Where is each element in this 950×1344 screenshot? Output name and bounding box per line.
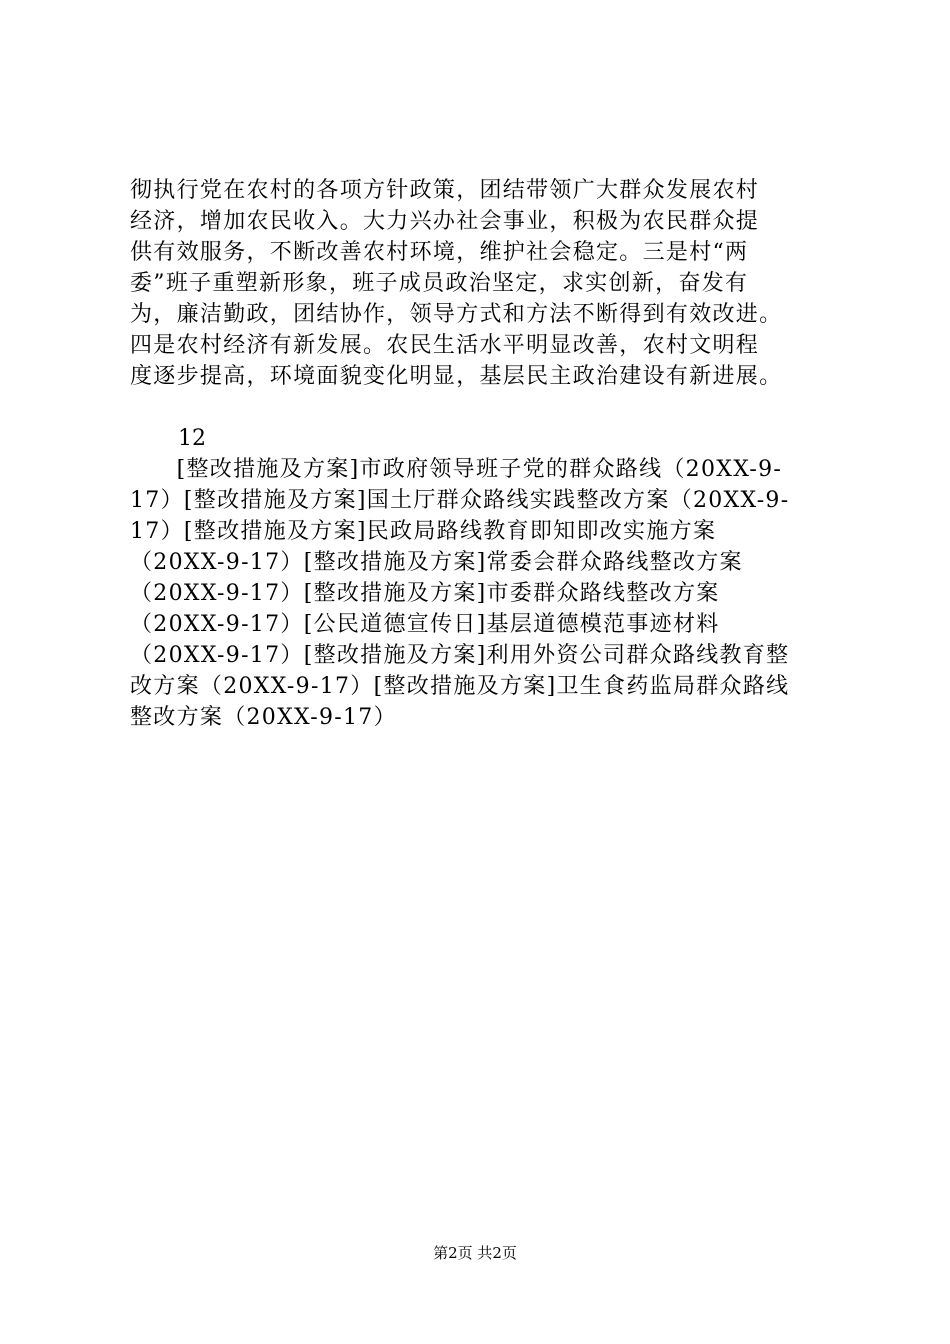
text-line: 17）[整改措施及方案]国土厅群众路线实践整改方案（20XX-9-	[130, 488, 790, 513]
text-line: 委”班子重塑新形象，班子成员政治坚定，求实创新，奋发有	[130, 271, 749, 296]
text-line: 彻执行党在农村的各项方针政策，团结带领广大群众发展农村	[130, 178, 760, 203]
text-line: （20XX-9-17）[整改措施及方案]市委群众路线整改方案	[130, 581, 720, 606]
text-line: 经济，增加农民收入。大力兴办社会事业，积极为农民群众提	[130, 209, 760, 234]
text-line: 度逐步提高，环境面貌变化明显，基层民主政治建设有新进展。	[130, 364, 783, 389]
text-line: 整改方案（20XX-9-17）	[130, 705, 397, 730]
text-line: （20XX-9-17）[公民道德宣传日]基层道德模范事迹材料	[130, 612, 720, 637]
text-line: （20XX-9-17）[整改措施及方案]常委会群众路线整改方案	[130, 550, 743, 575]
page-footer: 第2页 共2页	[433, 1244, 517, 1262]
paragraph-number: 12	[178, 426, 206, 451]
text-line: （20XX-9-17）[整改措施及方案]利用外资公司群众路线教育整	[130, 643, 790, 668]
text-line: 17）[整改措施及方案]民政局路线教育即知即改实施方案	[130, 519, 717, 544]
text-line: 四是农村经济有新发展。农民生活水平明显改善，农村文明程	[130, 333, 760, 358]
text-line: 为，廉洁勤政，团结协作，领导方式和方法不断得到有效改进。	[130, 302, 783, 327]
text-line: 供有效服务，不断改善农村环境，维护社会稳定。三是村“两	[130, 240, 749, 265]
text-line: [整改措施及方案]市政府领导班子党的群众路线（20XX-9-	[130, 457, 783, 482]
text-line: 改方案（20XX-9-17）[整改措施及方案]卫生食药监局群众路线	[130, 674, 790, 699]
